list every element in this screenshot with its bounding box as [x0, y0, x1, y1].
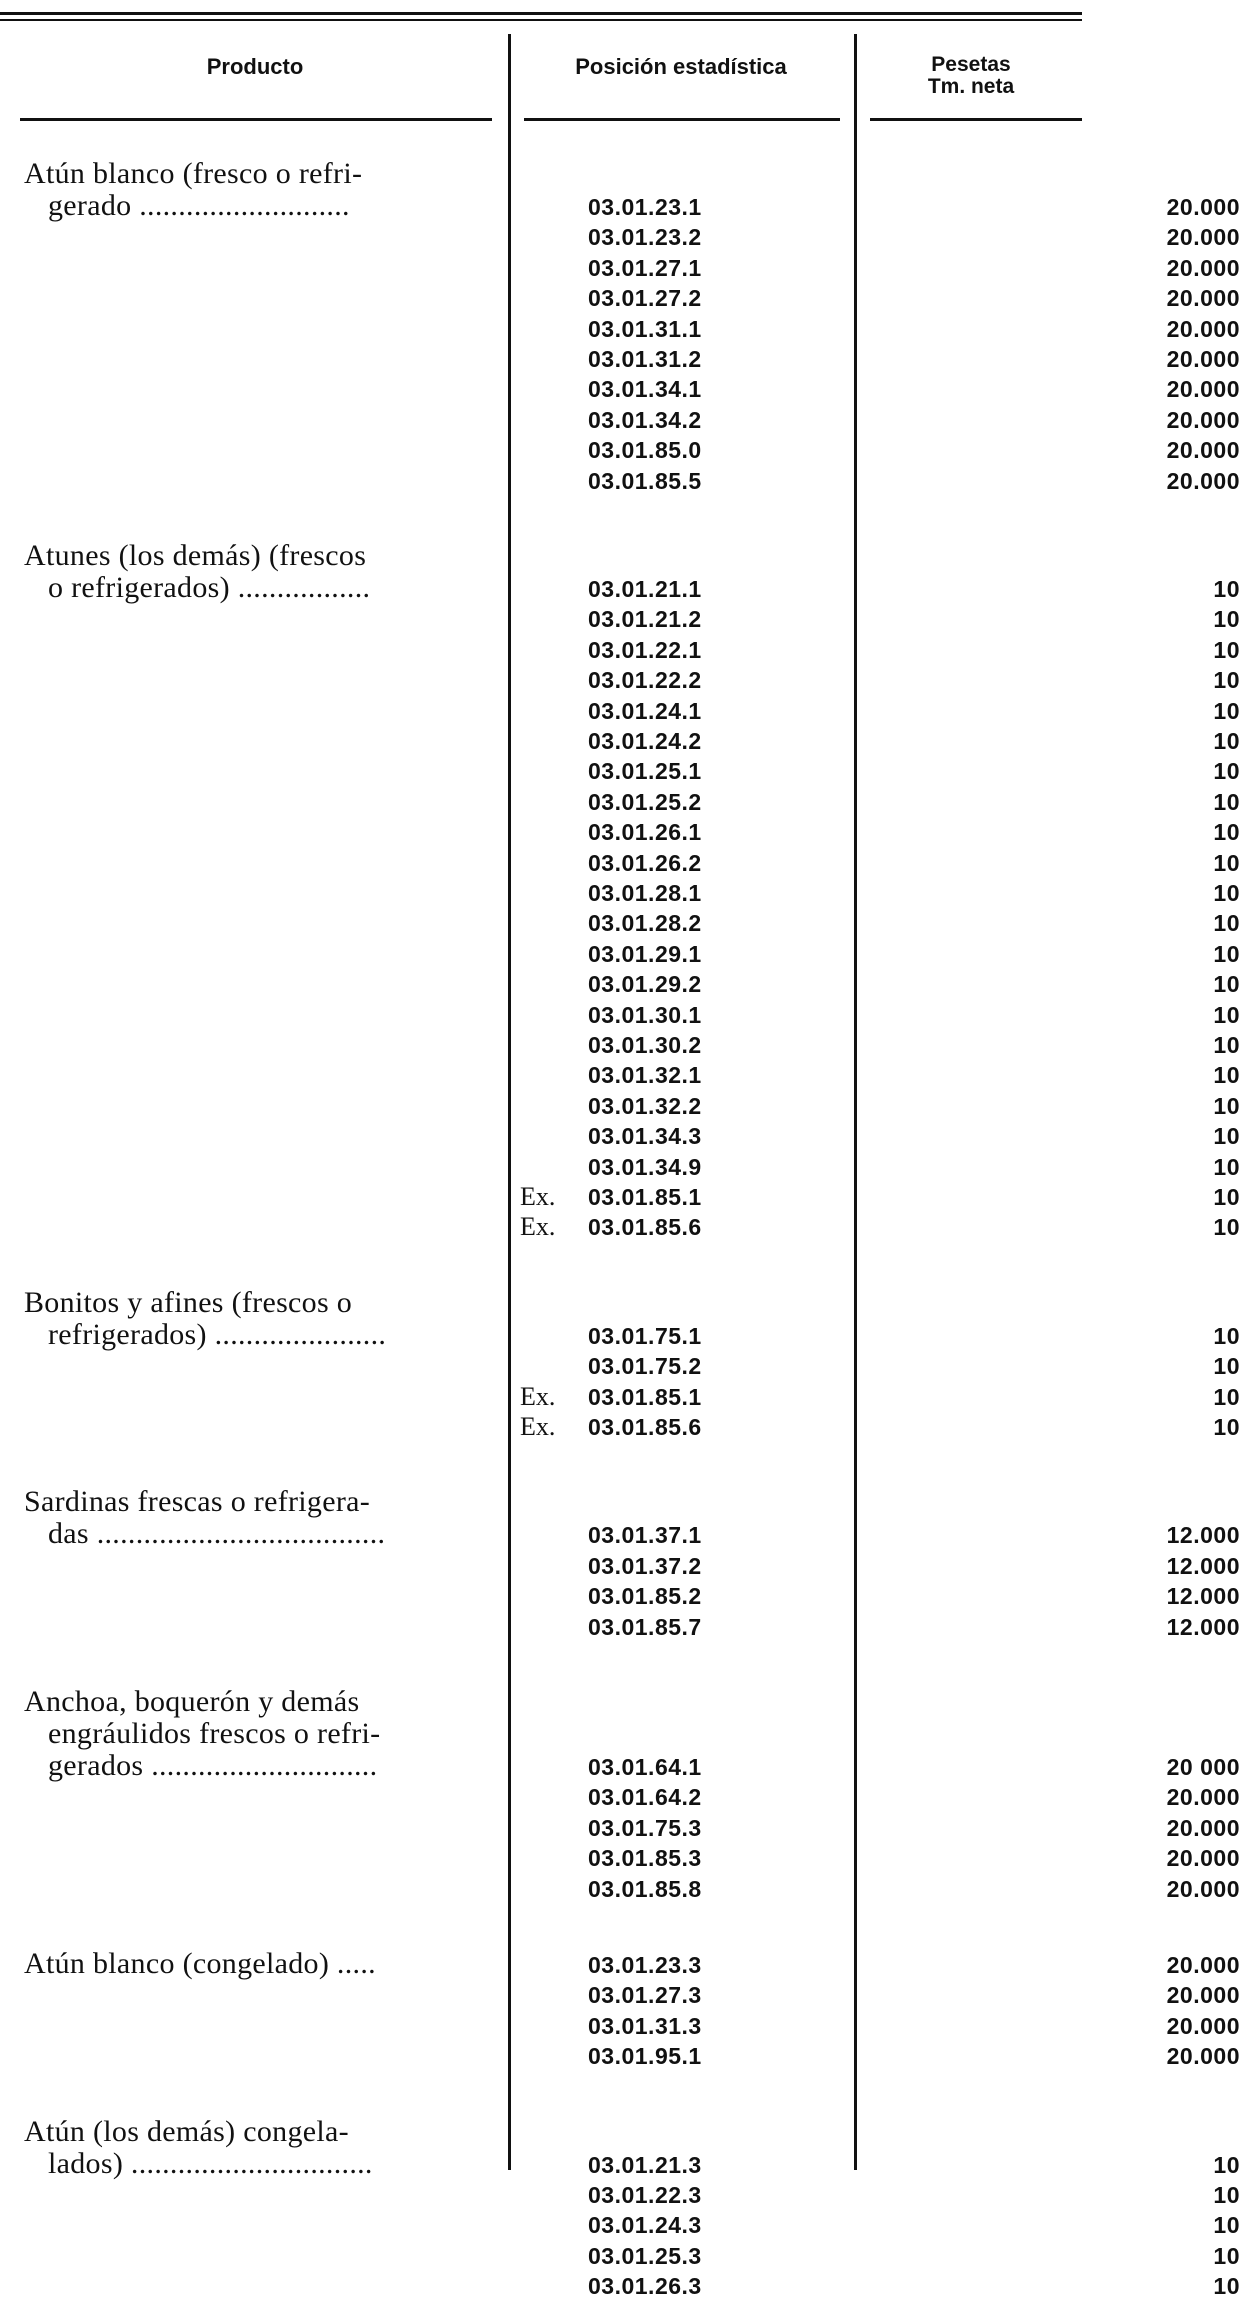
pesetas-value: 10	[1213, 2151, 1240, 2178]
statistical-position: 03.01.85.1	[588, 1383, 702, 1410]
group-label-line: Atún blanco (congelado) .....	[24, 1947, 376, 1980]
group-label-line: engráulidos frescos o refri-	[48, 1717, 381, 1750]
table-row	[520, 1351, 1240, 1381]
statistical-position: 03.01.85.3	[588, 1845, 702, 1872]
table-row	[520, 908, 1240, 938]
header-pesetas	[866, 54, 1076, 98]
statistical-position: 03.01.26.2	[588, 849, 702, 876]
pesetas-value: 10	[1213, 667, 1240, 694]
table-row	[520, 817, 1240, 847]
table-row	[520, 1950, 1240, 1980]
table-row	[520, 1520, 1240, 1550]
group-label-line: gerado ...........................	[48, 189, 350, 222]
pesetas-value: 10	[1213, 1322, 1240, 1349]
statistical-position: 03.01.75.3	[588, 1814, 702, 1841]
table-row	[520, 696, 1240, 726]
statistical-position: 03.01.26.3	[588, 2273, 702, 2300]
pesetas-value: 10	[1213, 606, 1240, 633]
statistical-position: 03.01.85.0	[588, 437, 702, 464]
pesetas-value: 10	[1213, 1353, 1240, 1380]
pesetas-value: 12.000	[1166, 1522, 1240, 1549]
group-label	[24, 158, 494, 222]
pesetas-value: 20.000	[1166, 224, 1240, 251]
statistical-position: 03.01.22.2	[588, 667, 702, 694]
statistical-position: 03.01.24.3	[588, 2212, 702, 2239]
statistical-position: 03.01.29.2	[588, 971, 702, 998]
statistical-position: 03.01.85.5	[588, 467, 702, 494]
table-row	[520, 1152, 1240, 1182]
table-row	[520, 1581, 1240, 1611]
pesetas-value: 10	[1213, 758, 1240, 785]
statistical-position: 03.01.85.6	[588, 1214, 702, 1241]
statistical-position: 03.01.64.1	[588, 1754, 702, 1780]
group-label	[24, 1486, 494, 1550]
table-row	[520, 2271, 1240, 2301]
statistical-position: 03.01.25.1	[588, 758, 702, 785]
statistical-position: 03.01.64.2	[588, 1784, 702, 1811]
statistical-position: 03.01.37.1	[588, 1522, 702, 1549]
statistical-position: 03.01.27.1	[588, 254, 702, 281]
pesetas-value: 20.000	[1166, 1845, 1240, 1872]
pesetas-value: 10	[1213, 2273, 1240, 2300]
statistical-position: 03.01.25.2	[588, 788, 702, 815]
statistical-position: 03.01.75.1	[588, 1322, 702, 1349]
header-pesetas-line2: Tm. neta	[927, 75, 1015, 98]
table-row	[520, 314, 1240, 344]
table-row	[520, 192, 1240, 222]
statistical-position: 03.01.31.3	[588, 2012, 702, 2039]
pesetas-value: 20.000	[1166, 254, 1240, 281]
statistical-position: 03.01.34.9	[588, 1153, 702, 1180]
pesetas-value: 12.000	[1166, 1583, 1240, 1610]
table-row	[520, 878, 1240, 908]
top-rule-thin	[0, 19, 1082, 21]
table-row	[520, 1551, 1240, 1581]
statistical-position: 03.01.25.3	[588, 2242, 702, 2269]
table-row	[520, 1030, 1240, 1060]
pesetas-value: 20.000	[1166, 437, 1240, 464]
statistical-position: 03.01.34.2	[588, 406, 702, 433]
ex-marker: Ex.	[520, 1412, 556, 1441]
pesetas-value: 10	[1213, 971, 1240, 998]
table-row	[520, 466, 1240, 496]
table-row	[520, 2150, 1240, 2180]
pesetas-value: 20.000	[1166, 2043, 1240, 2070]
table-row	[520, 1813, 1240, 1843]
ex-marker: Ex.	[520, 1212, 556, 1242]
statistical-position: 03.01.34.1	[588, 376, 702, 403]
group-label	[24, 1686, 494, 1782]
statistical-position: 03.01.23.1	[588, 194, 702, 220]
pesetas-value: 10	[1213, 2212, 1240, 2239]
pesetas-value: 10	[1213, 1383, 1240, 1410]
pesetas-value: 10	[1213, 697, 1240, 724]
table-row	[520, 405, 1240, 435]
header-posicion: Posición estadística	[575, 54, 787, 79]
pesetas-value: 20.000	[1166, 285, 1240, 312]
statistical-position: 03.01.28.2	[588, 910, 702, 937]
group-label-line: Atunes (los demás) (frescos	[24, 539, 367, 572]
group-label-line: Bonitos y afines (frescos o	[24, 1285, 353, 1319]
table-row	[520, 1091, 1240, 1121]
statistical-position: 03.01.23.2	[588, 224, 702, 251]
pesetas-value: 20.000	[1166, 1814, 1240, 1841]
group-label-line: lados) ...............................	[48, 2146, 373, 2180]
table-row	[520, 939, 1240, 969]
table-row	[520, 726, 1240, 756]
column-divider-1	[508, 34, 511, 2170]
group-label-line: gerados .............................	[48, 1749, 378, 1782]
pesetas-value: 20.000	[1166, 194, 1240, 220]
pesetas-value: 10	[1213, 940, 1240, 967]
statistical-position: 03.01.31.1	[588, 315, 702, 342]
table-row	[520, 2241, 1240, 2271]
header-underline-producto	[20, 118, 492, 121]
group-label-line: o refrigerados) .................	[48, 571, 371, 604]
table-row	[520, 1752, 1240, 1782]
pesetas-value: 20.000	[1166, 406, 1240, 433]
pesetas-value: 20.000	[1166, 1875, 1240, 1902]
table-row	[520, 1321, 1240, 1351]
table-row	[520, 253, 1240, 283]
statistical-position: 03.01.22.3	[588, 2182, 702, 2208]
table-row	[520, 2041, 1240, 2071]
statistical-position: 03.01.37.2	[588, 1552, 702, 1579]
table-row	[520, 2210, 1240, 2240]
top-rule	[0, 12, 1082, 15]
statistical-position: 03.01.32.1	[588, 1062, 702, 1089]
table-row	[520, 1782, 1240, 1812]
group-label-line: Anchoa, boquerón y demás	[24, 1685, 360, 1718]
table-row	[520, 1874, 1240, 1904]
pesetas-value: 20.000	[1166, 2012, 1240, 2039]
table-row	[520, 435, 1240, 465]
statistical-position: 03.01.27.3	[588, 1982, 702, 2009]
table-row	[520, 969, 1240, 999]
table-row	[520, 787, 1240, 817]
table-row	[520, 848, 1240, 878]
table-row	[520, 604, 1240, 634]
pesetas-value: 10	[1213, 576, 1240, 602]
statistical-position: 03.01.24.1	[588, 697, 702, 724]
statistical-position: 03.01.27.2	[588, 285, 702, 312]
statistical-position: 03.01.21.2	[588, 606, 702, 633]
group-label-line: Atún blanco (fresco o refri-	[24, 157, 363, 190]
header-underline-pesetas	[870, 118, 1082, 121]
pesetas-value: 10	[1213, 1001, 1240, 1028]
statistical-position: 03.01.22.1	[588, 636, 702, 663]
pesetas-value: 10	[1213, 880, 1240, 906]
table-row	[520, 1121, 1240, 1151]
table-row	[520, 574, 1240, 604]
table-row	[520, 1412, 1240, 1442]
statistical-position: 03.01.75.2	[588, 1353, 702, 1380]
header-producto: Producto	[206, 54, 304, 79]
statistical-position: 03.01.21.1	[588, 576, 702, 602]
statistical-position: 03.01.28.1	[588, 880, 702, 906]
table-row	[520, 1980, 1240, 2010]
table-row	[520, 1000, 1240, 1030]
table-row	[520, 1843, 1240, 1873]
statistical-position: 03.01.85.1	[588, 1184, 702, 1210]
table-row	[520, 635, 1240, 665]
pesetas-value: 20.000	[1166, 1952, 1240, 1978]
table-row	[520, 2011, 1240, 2041]
table-row	[520, 1612, 1240, 1642]
statistical-position: 03.01.34.3	[588, 1123, 702, 1150]
pesetas-value: 10	[1213, 1062, 1240, 1089]
pesetas-value: 10	[1213, 849, 1240, 876]
pesetas-value: 20.000	[1166, 376, 1240, 403]
statistical-position: 03.01.29.1	[588, 940, 702, 967]
statistical-position: 03.01.26.1	[588, 819, 702, 846]
group-label-line: Atún (los demás) congela-	[24, 2114, 349, 2148]
pesetas-value: 20 000	[1166, 1754, 1240, 1780]
statistical-position: 03.01.21.3	[588, 2151, 702, 2178]
pesetas-value: 10	[1213, 788, 1240, 815]
pesetas-value: 20.000	[1166, 467, 1240, 494]
statistical-position: 03.01.85.2	[588, 1583, 702, 1610]
group-label-line: Sardinas frescas o refrigera-	[24, 1485, 371, 1519]
table-row	[520, 756, 1240, 786]
statistical-position: 03.01.85.7	[588, 1613, 702, 1640]
statistical-position: 03.01.32.2	[588, 1092, 702, 1119]
pesetas-value: 20.000	[1166, 1982, 1240, 2009]
pesetas-value: 10	[1213, 2242, 1240, 2269]
pesetas-value: 10	[1213, 1032, 1240, 1058]
statistical-position: 03.01.85.8	[588, 1875, 702, 1902]
table-row	[520, 1381, 1240, 1412]
pesetas-value: 10	[1213, 728, 1240, 754]
table-row	[520, 344, 1240, 374]
pesetas-value: 10	[1213, 819, 1240, 846]
statistical-position: 03.01.85.6	[588, 1414, 702, 1440]
table-row	[520, 1060, 1240, 1090]
table-row	[520, 283, 1240, 313]
pesetas-value: 10	[1213, 1184, 1240, 1210]
group-label	[24, 1287, 494, 1351]
table-row	[520, 1212, 1240, 1242]
ex-marker: Ex.	[520, 1182, 556, 1211]
pesetas-value: 10	[1213, 2182, 1240, 2208]
table-row	[520, 665, 1240, 695]
statistical-position: 03.01.31.2	[588, 346, 702, 372]
header-underline-posicion	[524, 118, 840, 121]
table-row	[520, 2180, 1240, 2210]
pesetas-value: 12.000	[1166, 1552, 1240, 1579]
table-row	[520, 1182, 1240, 1212]
group-label-line: das .....................................	[48, 1517, 386, 1551]
pesetas-value: 10	[1213, 1092, 1240, 1119]
pesetas-value: 10	[1213, 910, 1240, 937]
group-label	[24, 2116, 494, 2180]
pesetas-value: 12.000	[1166, 1613, 1240, 1640]
statistical-position: 03.01.95.1	[588, 2043, 702, 2070]
pesetas-value: 20.000	[1166, 346, 1240, 372]
statistical-position: 03.01.24.2	[588, 728, 702, 754]
pesetas-value: 10	[1213, 1153, 1240, 1180]
table-row	[520, 374, 1240, 404]
ex-marker: Ex.	[520, 1381, 556, 1411]
statistical-position: 03.01.23.3	[588, 1952, 702, 1978]
group-label	[24, 1948, 494, 1980]
pesetas-value: 10	[1213, 636, 1240, 663]
group-label-line: refrigerados) ......................	[48, 1317, 387, 1351]
pesetas-value: 10	[1213, 1123, 1240, 1150]
group-label	[24, 540, 494, 604]
pesetas-value: 10	[1213, 1214, 1240, 1241]
pesetas-value: 10	[1213, 1414, 1240, 1440]
pesetas-value: 20.000	[1166, 315, 1240, 342]
header-pesetas-line1: Pesetas	[931, 53, 1011, 76]
statistical-position: 03.01.30.2	[588, 1032, 702, 1058]
pesetas-value: 20.000	[1166, 1784, 1240, 1811]
statistical-position: 03.01.30.1	[588, 1001, 702, 1028]
table-row	[520, 222, 1240, 252]
